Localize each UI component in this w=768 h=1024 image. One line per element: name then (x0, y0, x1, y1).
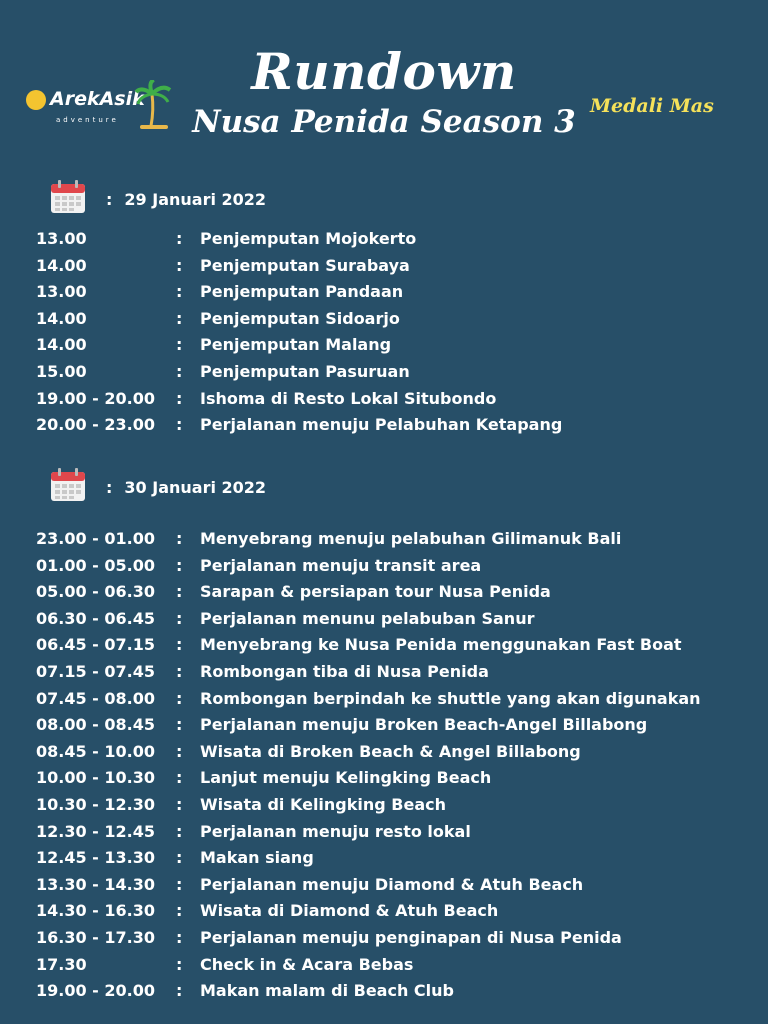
separator-colon: : (176, 282, 183, 302)
page-title: Rundown (251, 42, 517, 101)
separator-colon: : (176, 954, 183, 974)
separator-colon: : (176, 335, 183, 355)
separator-colon: : (176, 901, 183, 921)
schedule-activity: Perjalanan menuju Broken Beach-Angel Billabong (200, 715, 648, 735)
separator-colon: : (176, 874, 183, 894)
schedule-time: 13.00 (36, 229, 87, 248)
separator-colon: : (176, 848, 183, 868)
schedule-time: 15.00 (36, 361, 87, 381)
separator-colon: : (176, 388, 183, 408)
schedule-activity: Perjalanan menuju Pelabuhan Ketapang (200, 415, 563, 435)
schedule-time: 19.00 - 20.00 (36, 388, 155, 408)
schedule-activity: Penjemputan Mojokerto (200, 229, 417, 248)
separator-colon: : (176, 821, 183, 841)
schedule-activity: Menyebrang menuju pelabuhan Gilimanuk Bali (200, 529, 622, 548)
schedule-activity: Penjemputan Surabaya (200, 255, 410, 275)
medali-mas-badge: Medali Mas (590, 95, 714, 117)
separator-colon: : (176, 529, 183, 548)
day-header (0, 180, 768, 220)
header (0, 0, 768, 160)
schedule-activity: Check in & Acara Bebas (200, 954, 414, 974)
schedule-time: 10.30 - 12.30 (36, 794, 155, 814)
schedule-activity: Wisata di Broken Beach & Angel Billabong (200, 741, 581, 761)
calendar-icon (50, 180, 86, 214)
separator-colon: : (176, 661, 183, 681)
separator-colon: : (176, 415, 183, 435)
separator-colon: : (176, 635, 183, 655)
schedule-time: 08.45 - 10.00 (36, 741, 155, 761)
schedule-activity: Rombongan tiba di Nusa Penida (200, 661, 489, 681)
schedule-time: 14.00 (36, 308, 87, 328)
schedule-time: 13.00 (36, 282, 87, 302)
separator-colon: : (176, 582, 183, 602)
separator-colon: : (176, 229, 183, 248)
schedule-activity: Penjemputan Pasuruan (200, 361, 410, 381)
schedule-activity: Wisata di Diamond & Atuh Beach (200, 901, 499, 921)
separator-colon: : (176, 768, 183, 788)
schedule-time: 17.30 (36, 954, 87, 974)
schedule-time: 05.00 - 06.30 (36, 582, 155, 602)
separator-colon: : (176, 741, 183, 761)
schedule-time: 08.00 - 08.45 (36, 715, 155, 735)
schedule-time: 01.00 - 05.00 (36, 555, 155, 575)
day-section-1 (0, 180, 768, 435)
schedule-activity: Perjalanan menuju penginapan di Nusa Penida (200, 927, 622, 947)
day-date: : 29 Januari 2022 (106, 190, 267, 209)
schedule-time: 23.00 - 01.00 (36, 529, 155, 548)
schedule-activity: Rombongan berpindah ke shuttle yang akan digunakan (200, 688, 701, 708)
day-section-2 (0, 468, 768, 1001)
schedule-time: 14.30 - 16.30 (36, 901, 155, 921)
separator-colon: : (176, 255, 183, 275)
schedule-activity: Sarapan & persiapan tour Nusa Penida (200, 582, 551, 602)
schedule-time: 06.30 - 06.45 (36, 608, 155, 628)
schedule-time: 12.45 - 13.30 (36, 848, 155, 868)
schedule-time: 16.30 - 17.30 (36, 927, 155, 947)
schedule-time: 13.30 - 14.30 (36, 874, 155, 894)
day-date: : 30 Januari 2022 (106, 478, 267, 497)
schedule-time: 19.00 - 20.00 (36, 981, 155, 1001)
schedule-activity: Perjalanan menuju resto lokal (200, 821, 471, 841)
separator-colon: : (176, 927, 183, 947)
day-header (0, 468, 768, 508)
schedule-activity: Penjemputan Malang (200, 335, 392, 355)
schedule-time: 14.00 (36, 335, 87, 355)
schedule-activity: Lanjut menuju Kelingking Beach (200, 768, 492, 788)
schedule-time: 14.00 (36, 255, 87, 275)
separator-colon: : (176, 715, 183, 735)
schedule-activity: Perjalanan menuju transit area (200, 555, 482, 575)
schedule-activity: Wisata di Kelingking Beach (200, 794, 447, 814)
separator-colon: : (176, 308, 183, 328)
schedule-time: 06.45 - 07.15 (36, 635, 155, 655)
schedule-activity: Perjalanan menunu pelabuban Sanur (200, 608, 535, 628)
separator-colon: : (176, 688, 183, 708)
separator-colon: : (176, 981, 183, 1001)
schedule-activity: Ishoma di Resto Lokal Situbondo (200, 388, 497, 408)
schedule-time: 12.30 - 12.45 (36, 821, 155, 841)
schedule-time: 07.45 - 08.00 (36, 688, 155, 708)
separator-colon: : (176, 555, 183, 575)
schedule-time: 20.00 - 23.00 (36, 415, 155, 435)
schedule-time: 10.00 - 10.30 (36, 768, 155, 788)
schedule-activity: Menyebrang ke Nusa Penida menggunakan Fast Boat (200, 635, 682, 655)
calendar-icon (50, 468, 86, 502)
separator-colon: : (176, 608, 183, 628)
schedule-activity: Perjalanan menuju Diamond & Atuh Beach (200, 874, 584, 894)
logo-tagline: adventure (56, 116, 119, 124)
schedule-activity: Penjemputan Sidoarjo (200, 308, 400, 328)
schedule-activity: Penjemputan Pandaan (200, 282, 404, 302)
logo-text: ArekAsik (50, 88, 145, 110)
separator-colon: : (176, 361, 183, 381)
schedule-time: 07.15 - 07.45 (36, 661, 155, 681)
schedule-activity: Makan siang (200, 848, 314, 868)
separator-colon: : (176, 794, 183, 814)
page-subtitle: Nusa Penida Season 3 (192, 104, 576, 140)
schedule-activity: Makan malam di Beach Club (200, 981, 454, 1001)
